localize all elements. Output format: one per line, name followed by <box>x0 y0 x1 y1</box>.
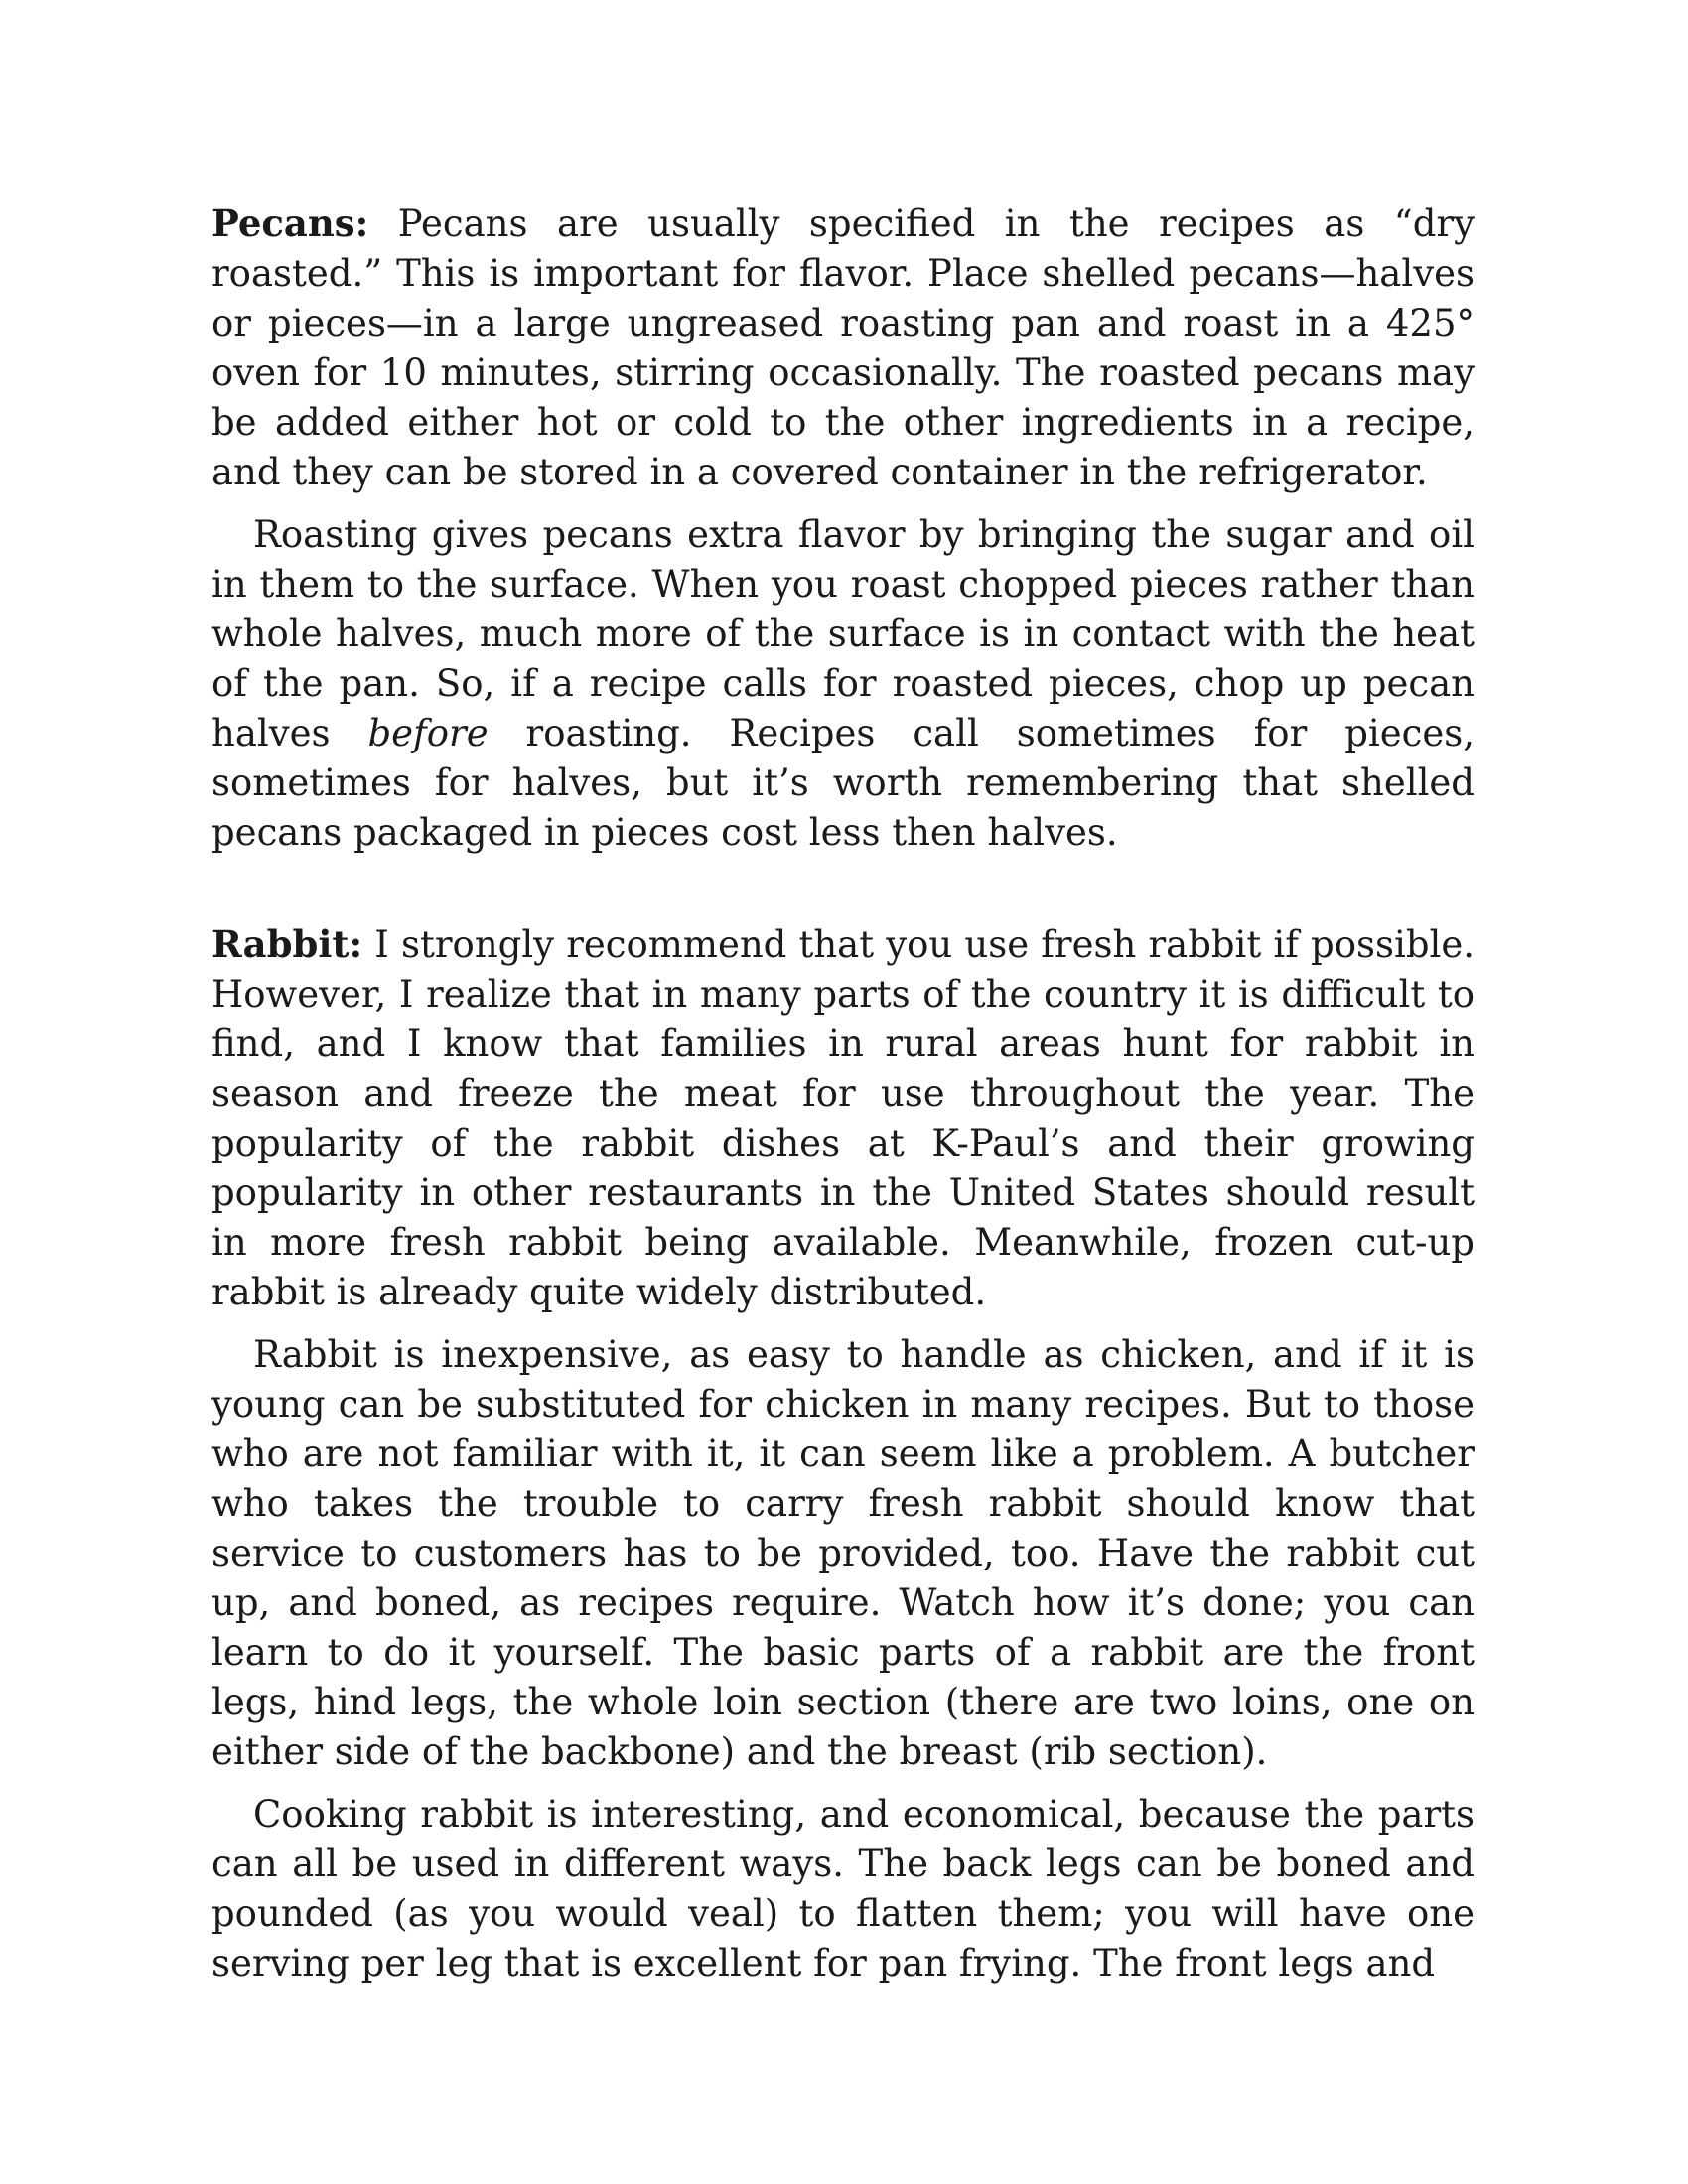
pecans-term: Pecans: <box>211 202 369 245</box>
rabbit-entry-paragraph <box>211 919 1475 1317</box>
document-page <box>211 199 1475 1988</box>
rabbit-paragraph-2: Rabbit is inexpensive, as easy to handle as chicken, and if it is young can be substituted for chicken in many recipes. But to those who are not familiar with it, it can seem like a problem. A butcher who takes the trouble to carry fresh rabbit should know that service to customers has to be provided, too. Have the rabbit cut up, and boned, as recipes require. Watch how it’s done; you can learn to do it yourself. The basic parts of a rabbit are the front legs, hind legs, the whole loin section (there are two loins, one on either side of the backbone) and the breast (rib section). <box>211 1333 1475 1773</box>
pecans-entry-paragraph <box>211 199 1475 497</box>
pecans-paragraph-2 <box>211 510 1475 858</box>
rabbit-paragraph-1-text: I strongly recommend that you use fresh rabbit if possible. However, I realize that in many parts of the country it is difficult to find, and I know that families in rural areas hunt for rabbit in season and freeze the meat for use throughout the year. The popularity of the rabbit dishes at K-Paul’s and their growing popularity in other restaurants in the United States should result in more fresh rabbit being available. Meanwhile, frozen cut-up rabbit is already quite widely distributed. <box>211 923 1475 1313</box>
rabbit-term: Rabbit: <box>211 922 363 966</box>
pecans-paragraph-2-text-after: roasting. Recipes call sometimes for pieces, sometimes for halves, but it’s worth remembering that shelled pecans packaged in pieces cost less then halves. <box>211 712 1475 854</box>
pecans-paragraph-1-text: Pecans are usually specified in the recipes as “dry roasted.” This is important for flavor. Place shelled pecans—halves or pieces—in a large ungreased roasting pan and roast in a 425° oven for 10 minutes, stirring occasionally. The roasted pecans may be added either hot or cold to the other ingredients in a recipe, and they can be stored in a covered container in the refrigerator. <box>211 203 1475 493</box>
rabbit-paragraph-3: Cooking rabbit is interesting, and economical, because the parts can all be used in different ways. The back legs can be boned and pounded (as you would veal) to flatten them; you will have one serving per leg that is excellent for pan frying. The front legs and <box>211 1793 1475 1984</box>
pecans-paragraph-2-text-before: Roasting gives pecans extra flavor by bringing the sugar and oil in them to the surface. When you roast chopped pieces rather than whole halves, much more of the surface is in contact with the heat of the pan. So, if a recipe calls for roasted pieces, chop up pecan halves <box>211 513 1475 754</box>
pecans-paragraph-2-emphasis: before <box>367 712 489 754</box>
